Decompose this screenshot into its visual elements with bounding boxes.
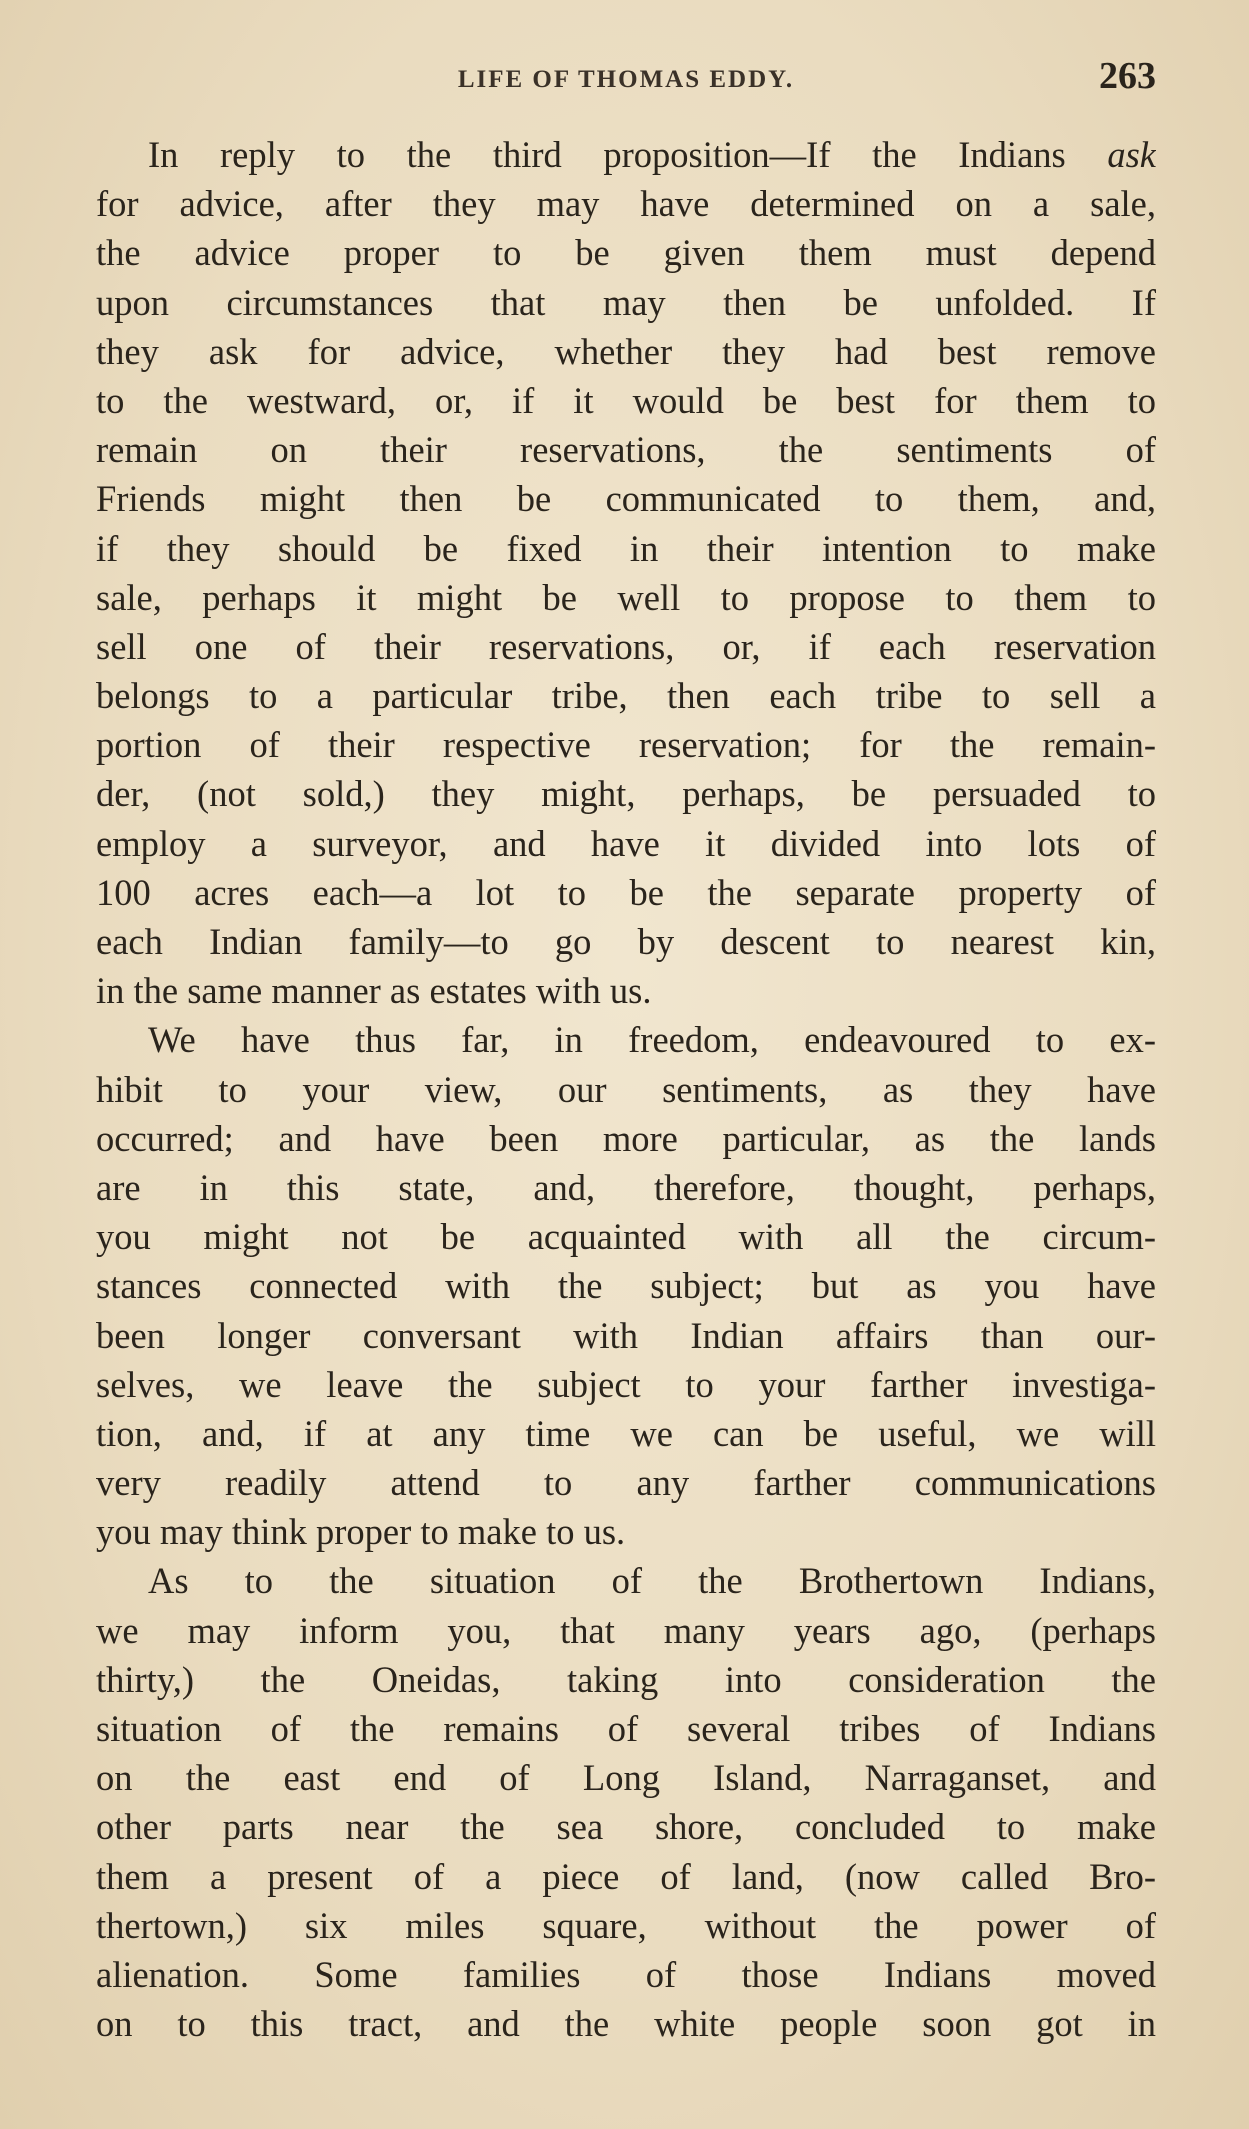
text-line: thertown,) six miles square, without the power of bbox=[96, 1904, 1156, 1946]
text-line: we may inform you, that many years ago, (perhaps bbox=[96, 1609, 1156, 1651]
text-line: Friends might then be communicated to them, and, bbox=[96, 478, 1156, 520]
body-text bbox=[96, 130, 1156, 2048]
text-line: on to this tract, and the white people soon got in bbox=[96, 2003, 1156, 2045]
text-line: As to the situation of the Brothertown Indians, bbox=[148, 1560, 1156, 1602]
text-line: very readily attend to any farther communications bbox=[96, 1462, 1156, 1504]
text-line: you may think proper to make to us. bbox=[96, 1511, 626, 1553]
text-line: alienation. Some families of those Indians moved bbox=[96, 1953, 1156, 1995]
page-number: 263 bbox=[1099, 55, 1156, 97]
text-line: portion of their respective reservation; for the remain- bbox=[96, 724, 1156, 766]
text-line: tion, and, if at any time we can be useful, we will bbox=[96, 1412, 1156, 1454]
text-line: sale, perhaps it might be well to propose to them to bbox=[96, 576, 1156, 618]
text-line: stances connected with the subject; but as you have bbox=[96, 1265, 1156, 1307]
text-line: belongs to a particular tribe, then each tribe to sell a bbox=[96, 675, 1156, 717]
text-line: 100 acres each—a lot to be the separate property of bbox=[96, 871, 1156, 913]
text-line: they ask for advice, whether they had best remove bbox=[96, 330, 1156, 372]
text-line: der, (not sold,) they might, perhaps, be persuaded to bbox=[96, 773, 1156, 815]
text-line: other parts near the sea shore, concluded to make bbox=[96, 1806, 1156, 1848]
text-line: thirty,) the Oneidas, taking into consideration the bbox=[96, 1658, 1156, 1700]
text-line: In reply to the third proposition—If the Indians ask bbox=[148, 134, 1156, 175]
running-head: LIFE OF THOMAS EDDY. bbox=[457, 66, 795, 93]
text-line: upon circumstances that may then be unfolded. If bbox=[96, 281, 1156, 323]
text-line: employ a surveyor, and have it divided into lots of bbox=[96, 822, 1156, 864]
text-line: sell one of their reservations, or, if each reservation bbox=[96, 625, 1156, 667]
text-line: situation of the remains of several tribes of Indians bbox=[96, 1708, 1156, 1749]
page-header bbox=[96, 52, 1156, 112]
text-line: if they should be fixed in their intention to make bbox=[96, 527, 1156, 569]
text-line: to the westward, or, if it would be best for them to bbox=[96, 379, 1156, 421]
text-line: the advice proper to be given them must depend bbox=[96, 232, 1156, 274]
text-line: hibit to your view, our sentiments, as they have bbox=[96, 1068, 1156, 1110]
text-line: occurred; and have been more particular, as the lands bbox=[96, 1117, 1156, 1159]
text-line: each Indian family—to go by descent to nearest kin, bbox=[96, 921, 1156, 962]
text-line: are in this state, and, therefore, thought, perhaps, bbox=[96, 1166, 1156, 1208]
text-line: for advice, after they may have determined on a sale, bbox=[96, 183, 1156, 225]
text-line: on the east end of Long Island, Narraganset, and bbox=[96, 1757, 1156, 1799]
text-line: been longer conversant with Indian affairs than our- bbox=[96, 1314, 1156, 1356]
text-line: you might not be acquainted with all the circum- bbox=[96, 1216, 1156, 1258]
text-line: We have thus far, in freedom, endeavoured to ex- bbox=[148, 1019, 1156, 1061]
text-line: remain on their reservations, the sentiments of bbox=[96, 429, 1156, 471]
text-line: them a present of a piece of land, (now called Bro- bbox=[96, 1855, 1156, 1897]
emphasis-ask: ask bbox=[1107, 134, 1156, 175]
text-line: in the same manner as estates with us. bbox=[96, 970, 652, 1012]
text-line: selves, we leave the subject to your farther investiga- bbox=[96, 1363, 1156, 1405]
